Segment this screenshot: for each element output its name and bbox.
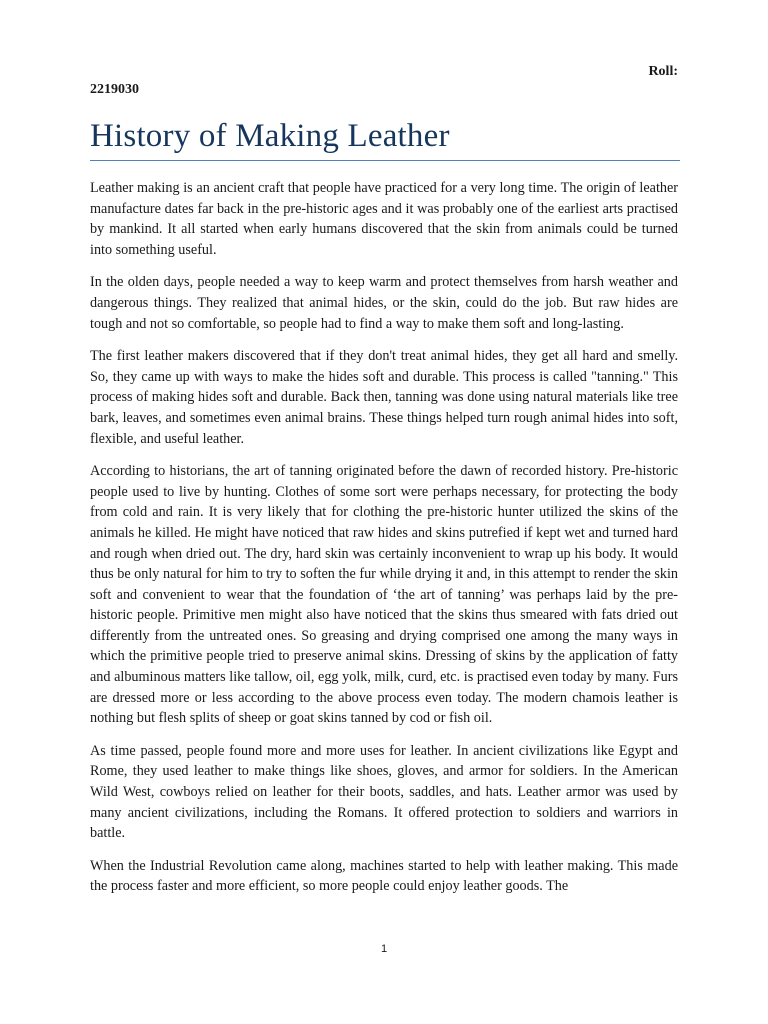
paragraph: Leather making is an ancient craft that people have practiced for a very long time. The origin of leather manufacture dates far back in the pre-historic ages and it was probably one of the earliest arts practised by mankind. It all started when early humans discovered that the skin from animals could be turned into something useful. xyxy=(90,180,678,258)
paragraph: The first leather makers discovered that if they don't treat animal hides, they get all hard and smelly. So, they came up with ways to make the hides soft and durable. This process is called "tanning." This process of making hides soft and durable. Back then, tanning was done using natural materials like tree bark, leaves, and sometimes even animal brains. These things helped turn rough animal hides into soft, flexible, and useful leather. xyxy=(90,348,678,447)
document-body xyxy=(90,178,678,909)
paragraph: According to historians, the art of tanning originated before the dawn of recorded history. Pre-historic people used to live by hunting. Clothes of some sort were perhaps necessary, for protecting the body from cold and rain. It is very likely that for clothing the pre-historic hunter utilized the skins of the animals he killed. He might have noticed that raw hides and skins putrefied if kept wet and turned hard and rough when dried out. The dry, hard skin was certainly inconvenient to wrap up his body. It would thus be only natural for him to try to soften the fur while drying it and, in this attempt to render the skin soft and convenient to wear that the foundation of ‘the art of tanning’ was perhaps laid by the pre-historic people. Primitive men might also have noticed that the skins thus smeared with fats dried out differently from the untreated ones. So greasing and drying comprised one among the many ways in which the primitive people tried to preserve animal skins. Dressing of skins by the application of fatty and albuminous matters like tallow, oil, egg yolk, milk, curd, etc. is practised even today by many. Furs are dressed more or less according to the above process even today. The modern chamois leather is nothing but flesh splits of sheep or goat skins tanned by cod or fish oil. xyxy=(90,463,678,727)
roll-number: 2219030 xyxy=(90,82,139,97)
page-number: 1 xyxy=(380,943,388,955)
title-underline xyxy=(90,160,680,161)
paragraph: In the olden days, people needed a way to keep warm and protect themselves from harsh weather and dangerous things. They realized that animal hides, or the skin, could do the job. But raw hides are tough and not so comfortable, so people had to find a way to make them soft and long-lasting. xyxy=(90,274,678,332)
paragraph: As time passed, people found more and more uses for leather. In ancient civilizations like Egypt and Rome, they used leather to make things like shoes, gloves, and armor for soldiers. In the American Wild West, cowboys relied on leather for their boots, saddles, and hats. Leather armor was used by many ancient civilizations, including the Romans. It offered protection to soldiers and warriors in battle. xyxy=(90,742,678,842)
paragraph: When the Industrial Revolution came along, machines started to help with leather making. This made the process faster and more efficient, so more people could enjoy leather goods. The xyxy=(90,857,678,895)
document-title: History of Making Leather xyxy=(90,118,450,154)
roll-label: Roll: xyxy=(648,64,678,79)
